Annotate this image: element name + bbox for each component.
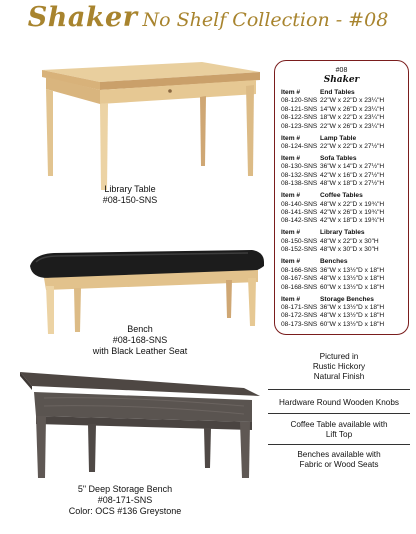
item-dimensions: 36"W x 14"D x 27½"H	[320, 163, 385, 171]
spec-row	[281, 114, 402, 122]
caption-line: #08-168-SNS	[112, 335, 168, 345]
item-dimensions: 14"W x 26"D x 23¼"H	[320, 105, 385, 113]
item-dimensions: 42"W x 16"D x 27½"H	[320, 171, 385, 179]
item-number: 08-140-SNS	[281, 200, 318, 208]
spec-group	[281, 229, 402, 254]
item-number: 08-121-SNS	[281, 105, 318, 113]
library-table-image	[20, 58, 270, 200]
group-heading: Coffee Tables	[320, 192, 363, 200]
item-dimensions: 60"W x 13½"D x 18"H	[320, 283, 385, 291]
item-dimensions: 60"W x 13½"D x 18"H	[320, 320, 385, 328]
item-number: 08-130-SNS	[281, 163, 318, 171]
item-label: Item #	[281, 258, 301, 266]
item-dimensions: 48"W x 22"D x 30"H	[320, 237, 379, 245]
spec-row	[281, 172, 402, 180]
item-dimensions: 42"W x 26"D x 19¾"H	[320, 209, 385, 217]
spec-group-header	[281, 89, 402, 97]
spec-group-header	[281, 229, 402, 237]
seat-options-note	[268, 450, 410, 470]
spec-group-header	[281, 296, 402, 304]
feature-line: Natural Finish	[313, 372, 365, 381]
divider	[268, 389, 410, 390]
item-dimensions: 48"W x 22"D x 19¾"H	[320, 200, 385, 208]
library-table-caption	[80, 184, 180, 206]
item-number: 08-168-SNS	[281, 283, 318, 291]
spec-row	[281, 284, 402, 292]
item-number: 08-150-SNS	[281, 237, 318, 245]
group-heading: Lamp Table	[320, 134, 357, 142]
page-title	[0, 2, 416, 33]
spec-row	[281, 106, 402, 114]
item-number: 08-132-SNS	[281, 171, 318, 179]
feature-line: Coffee Table available with	[290, 420, 388, 429]
item-number: 08-167-SNS	[281, 275, 318, 283]
item-number: 08-124-SNS	[281, 143, 318, 151]
hardware-note	[268, 398, 410, 408]
spec-row	[281, 201, 402, 209]
spec-row	[281, 238, 402, 246]
feature-line: Lift Top	[325, 430, 353, 439]
item-dimensions: 48"W x 18"D x 27½"H	[320, 180, 385, 188]
item-dimensions: 22"W x 22"D x 23¼"H	[320, 97, 385, 105]
item-label: Item #	[281, 229, 301, 237]
item-label: Item #	[281, 134, 301, 142]
spec-group	[281, 296, 402, 330]
item-label: Item #	[281, 192, 301, 200]
spec-group-header	[281, 192, 402, 200]
group-heading: Benches	[320, 258, 348, 266]
feature-line: Benches available with	[297, 450, 381, 459]
item-number: 08-171-SNS	[281, 303, 318, 311]
item-dimensions: 48"W x 30"D x 30"H	[320, 246, 379, 254]
spec-row	[281, 209, 402, 217]
caption-line: 5" Deep Storage Bench	[77, 484, 173, 494]
spec-group	[281, 89, 402, 131]
spec-row	[281, 217, 402, 225]
spec-row	[281, 246, 402, 254]
feature-line: Fabric or Wood Seats	[299, 460, 379, 469]
storage-bench-image	[14, 366, 264, 484]
item-dimensions: 48"W x 13½"D x 18"H	[320, 275, 385, 283]
bench-caption	[80, 324, 200, 357]
item-dimensions: 18"W x 22"D x 23¼"H	[320, 114, 385, 122]
item-number: 08-166-SNS	[281, 266, 318, 274]
spec-row	[281, 123, 402, 131]
item-dimensions: 36"W x 13½"D x 18"H	[320, 303, 385, 311]
spec-row	[281, 180, 402, 188]
item-dimensions: 42"W x 18"D x 19¾"H	[320, 217, 385, 225]
group-heading: Sofa Tables	[320, 155, 357, 163]
spec-row	[281, 321, 402, 329]
spec-row	[281, 143, 402, 151]
spec-row	[281, 275, 402, 283]
caption-line: Bench	[127, 324, 153, 334]
lift-top-note	[268, 420, 410, 440]
feature-line: Pictured in	[319, 352, 359, 361]
item-dimensions: 22"W x 22"D x 27½"H	[320, 143, 385, 151]
spec-row	[281, 163, 402, 171]
item-dimensions: 22"W x 26"D x 23¼"H	[320, 122, 385, 130]
title-brand: Shaker	[27, 2, 138, 33]
spec-group	[281, 258, 402, 292]
spec-row	[281, 312, 402, 320]
spec-group	[281, 192, 402, 226]
item-number: 08-142-SNS	[281, 217, 318, 225]
spec-row	[281, 267, 402, 275]
item-number: 08-141-SNS	[281, 209, 318, 217]
item-number: 08-172-SNS	[281, 312, 318, 320]
caption-line: #08-171-SNS	[97, 495, 153, 505]
item-number: 08-138-SNS	[281, 180, 318, 188]
caption-line: Color: OCS #136 Greystone	[68, 506, 182, 516]
feature-line: Rustic Hickory	[312, 362, 366, 371]
feature-line: Hardware Round Wooden Knobs	[278, 398, 399, 407]
item-number: 08-120-SNS	[281, 97, 318, 105]
spec-group-header	[281, 258, 402, 266]
spec-group-header	[281, 135, 402, 143]
item-label: Item #	[281, 155, 301, 163]
item-number: 08-122-SNS	[281, 114, 318, 122]
group-heading: End Tables	[320, 89, 355, 96]
item-dimensions: 36"W x 13½"D x 18"H	[320, 266, 385, 274]
item-number: 08-173-SNS	[281, 320, 318, 328]
item-number: 08-152-SNS	[281, 246, 318, 254]
spec-panel	[274, 60, 409, 335]
caption-line: with Black Leather Seat	[92, 346, 188, 356]
item-label: Item #	[281, 89, 301, 96]
title-collection: No Shelf Collection - #08	[142, 9, 389, 31]
caption-line: #08-150-SNS	[102, 195, 158, 205]
spec-row	[281, 97, 402, 105]
divider	[268, 444, 410, 445]
group-heading: Storage Benches	[320, 295, 374, 303]
item-dimensions: 48"W x 13½"D x 18"H	[320, 312, 385, 320]
collection-name: Shaker	[323, 75, 360, 85]
spec-group	[281, 155, 402, 189]
spec-groups	[281, 89, 402, 329]
finish-note	[268, 352, 410, 382]
group-heading: Library Tables	[320, 229, 365, 237]
collection-number: #08	[335, 67, 348, 74]
item-label: Item #	[281, 295, 301, 303]
divider	[268, 413, 410, 414]
item-number: 08-123-SNS	[281, 122, 318, 130]
storage-bench-caption	[50, 484, 200, 517]
spec-group	[281, 135, 402, 152]
caption-line: Library Table	[104, 184, 156, 194]
